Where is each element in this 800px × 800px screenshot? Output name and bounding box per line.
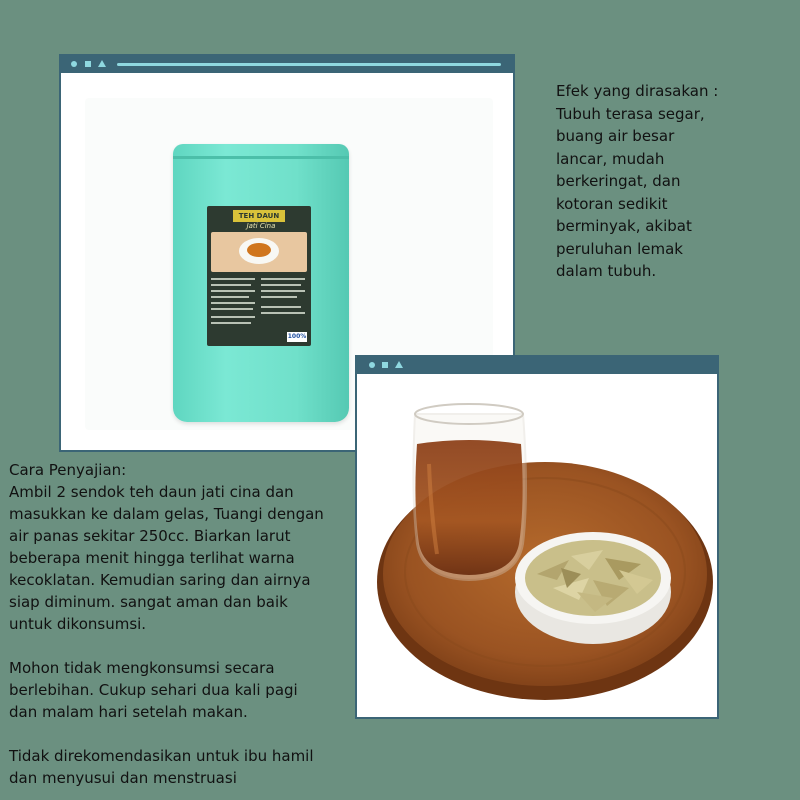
label-text-line xyxy=(211,290,255,292)
label-text-line xyxy=(261,296,297,298)
pouch-zipper xyxy=(173,156,349,159)
tea-photo xyxy=(357,374,717,717)
label-text-line xyxy=(261,306,301,308)
preparation-instructions: Cara Penyajian: Ambil 2 sendok teh daun jati cina dan masukkan ke dalam gelas, Tuangi dengan air panas sekitar 250cc. Biarkan larut beberapa menit hingga terlihat warna kecoklatan. Kemudian saring dan airnya siap diminum. sangat aman dan baik untuk dikonsumsi. xyxy=(9,461,324,633)
instructions-block xyxy=(9,459,359,789)
label-text-line xyxy=(261,290,305,292)
window-triangle-icon xyxy=(395,361,403,368)
label-text-line xyxy=(261,312,305,314)
label-badge: 100% xyxy=(287,333,307,340)
tea-pouch-image xyxy=(173,144,349,422)
window-circle-icon xyxy=(369,362,375,368)
contraindication-note: Tidak direkomendasikan untuk ibu hamil dan menyusui dan menstruasi xyxy=(9,747,314,787)
window-circle-icon xyxy=(71,61,77,67)
label-title: TEH DAUN xyxy=(233,210,285,222)
window-triangle-icon xyxy=(98,60,106,67)
label-text-line xyxy=(261,278,305,280)
window-square-icon xyxy=(85,61,91,67)
label-text-line xyxy=(211,284,251,286)
effects-text: Efek yang dirasakan : Tubuh terasa segar, buang air besar lancar, mudah berkeringat, dan kotoran sedikit berminyak, akibat peruluhan lemak dalam tubuh. xyxy=(556,82,719,280)
label-photo xyxy=(211,232,307,272)
tea-liquid xyxy=(247,243,271,257)
label-text-line xyxy=(211,278,255,280)
window-address-bar xyxy=(117,63,501,66)
label-text-line xyxy=(211,322,251,324)
label-text-line xyxy=(211,308,253,310)
window-titlebar xyxy=(357,357,717,374)
label-text-line xyxy=(261,284,301,286)
label-text-line xyxy=(211,316,255,318)
pouch-label xyxy=(207,206,311,346)
leaf-bowl xyxy=(515,532,671,644)
label-text-line xyxy=(211,302,255,304)
label-text-line xyxy=(211,296,249,298)
tea-glass xyxy=(413,404,526,580)
label-subtitle: Jati Cina xyxy=(246,222,276,230)
window-titlebar xyxy=(61,56,513,73)
consumption-warning: Mohon tidak mengkonsumsi secara berlebihan. Cukup sehari dua kali pagi dan malam hari setelah makan. xyxy=(9,659,298,721)
window-square-icon xyxy=(382,362,388,368)
tea-image-window xyxy=(355,355,719,719)
